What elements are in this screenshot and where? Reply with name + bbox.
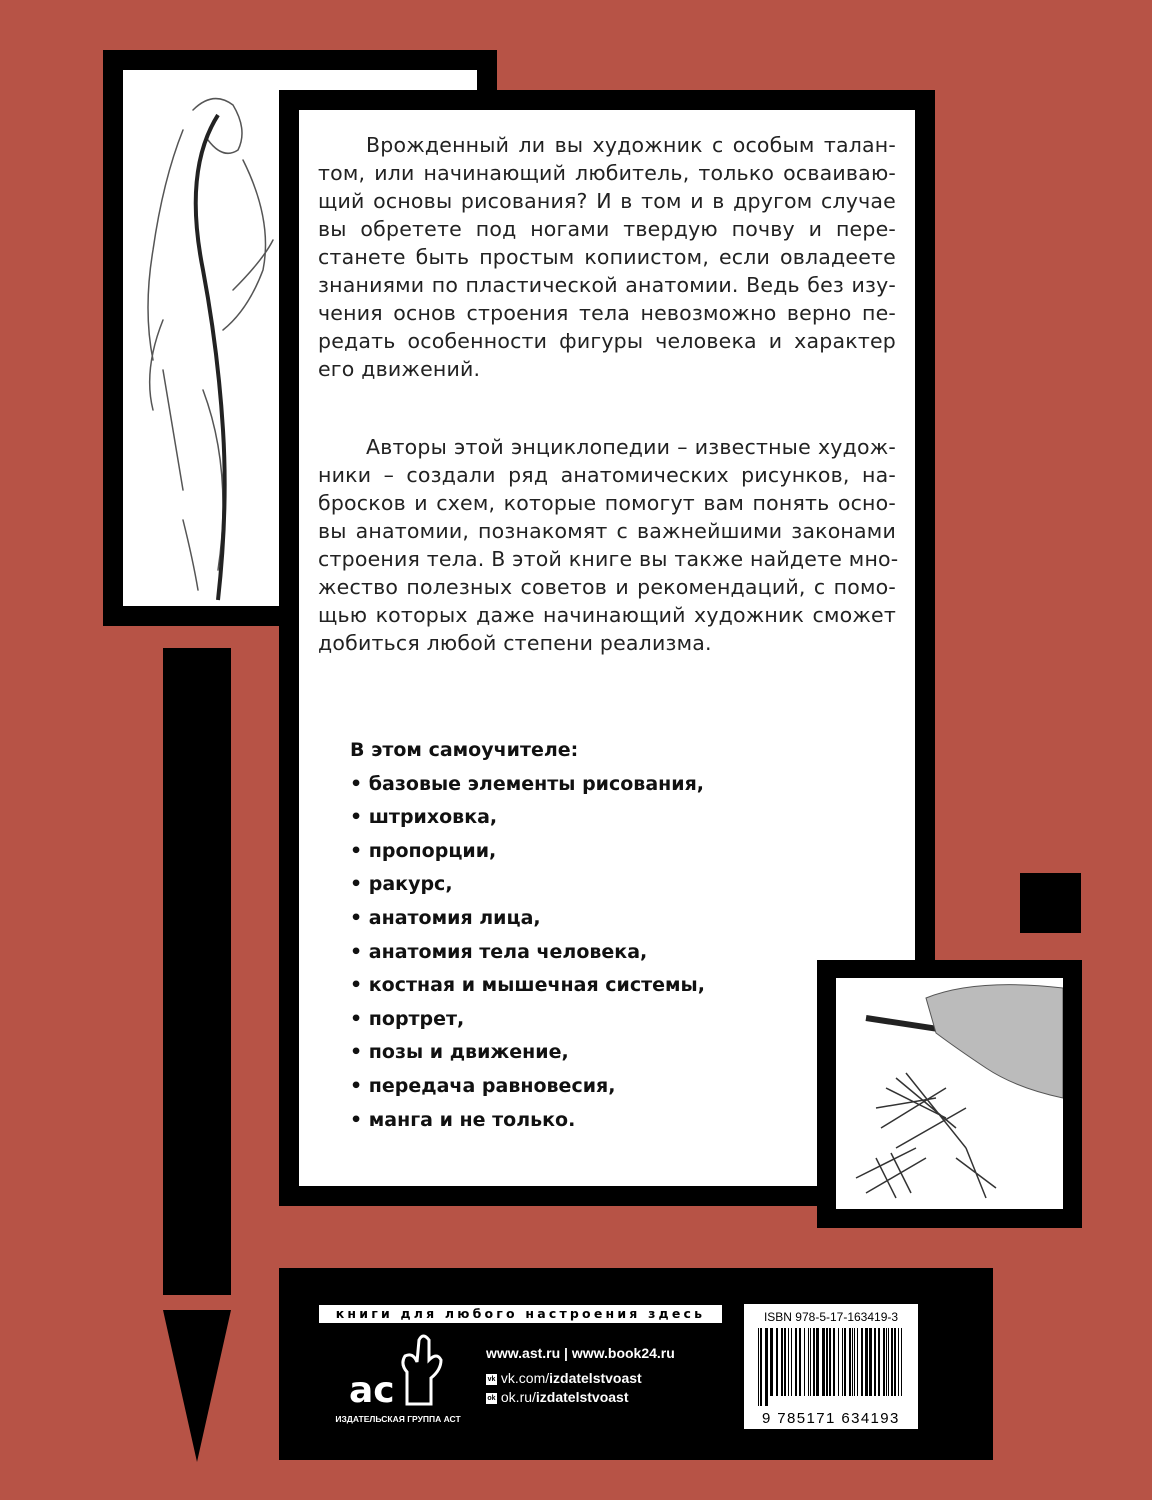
slogan-banner: книги для любого настроения здесь — [319, 1305, 722, 1323]
ok-icon: ok — [487, 1394, 496, 1402]
text-line: жество полезных советов и рекомендаций, с помо- — [318, 575, 896, 599]
list-item: • манга и не только. — [350, 1108, 576, 1131]
barcode-bar — [760, 1328, 762, 1406]
text-line: Врожденный ли вы художник с особым талан- — [366, 133, 896, 157]
list-item: • портрет, — [350, 1007, 465, 1030]
text-line: вы анатомии, познакомят с важнейшими законами — [318, 519, 896, 543]
hand-sketch — [836, 978, 1063, 1209]
vk-prefix: vk.com/ — [500, 1370, 550, 1386]
barcode-bar — [758, 1328, 759, 1406]
barcode-bar — [816, 1328, 819, 1396]
barcode-bar — [861, 1328, 863, 1396]
text-line: знаниями по пластической анатомии. Ведь без изу- — [318, 273, 896, 297]
barcode-bar — [874, 1328, 876, 1396]
text-line: добиться любой степени реализма. — [318, 631, 712, 655]
text-line: бросков и схем, которые помогут вам понять осно- — [318, 491, 896, 515]
text-line: строения тела. В этой книге вы также найдете мно- — [318, 547, 899, 571]
barcode-bar — [804, 1328, 805, 1396]
list-item: • анатомия лица, — [350, 906, 541, 929]
barcode-bar — [849, 1328, 851, 1396]
list-item: • передача равновесия, — [350, 1074, 616, 1097]
isbn-text: ISBN 978-5-17-163419-3 — [763, 1310, 899, 1324]
barcode-bar — [781, 1328, 783, 1396]
contents-list — [350, 736, 705, 1139]
text-line: щий основы рисования? И в том и в другом случае — [318, 189, 896, 213]
barcode-bar — [810, 1328, 811, 1396]
ok-prefix: ok.ru/ — [500, 1389, 536, 1405]
websites-link[interactable]: www.ast.ru | www.book24.ru — [486, 1345, 675, 1361]
barcode-bar — [891, 1328, 893, 1396]
list-item: • пропорции, — [350, 839, 497, 862]
ast-logo — [345, 1334, 445, 1409]
publisher-name: ИЗДАТЕЛЬСКАЯ ГРУППА АСТ — [335, 1414, 461, 1424]
barcode-bar — [894, 1328, 896, 1396]
barcode-bar — [869, 1328, 872, 1396]
pencil-body — [163, 648, 231, 1295]
barcode-bar — [901, 1328, 902, 1396]
barcode-bar — [784, 1328, 786, 1396]
vk-handle: izdatelstvoast — [549, 1370, 642, 1386]
barcode-bar — [822, 1328, 825, 1396]
pencil-tip — [163, 1310, 231, 1462]
barcode-bar — [857, 1328, 858, 1396]
barcode-bar — [898, 1328, 899, 1396]
list-item: • позы и движение, — [350, 1041, 569, 1064]
list-item: • базовые элементы рисования, — [350, 772, 704, 795]
barcode-bar — [833, 1328, 835, 1396]
barcode-bar — [865, 1328, 868, 1396]
barcode-bar — [808, 1328, 809, 1396]
barcode-bar — [838, 1328, 839, 1396]
barcode-bar — [765, 1328, 768, 1406]
text-line: щью которых даже начинающий художник сможет — [318, 603, 896, 627]
vk-icon: vk — [487, 1375, 496, 1383]
text-line: редать особенности фигуры человека и характер — [318, 329, 896, 353]
svg-text:ac: ac — [349, 1370, 395, 1409]
list-item: • анатомия тела человека, — [350, 940, 648, 963]
barcode-bar — [791, 1328, 792, 1396]
vk-link[interactable] — [486, 1370, 642, 1386]
barcode-bar — [826, 1328, 828, 1396]
list-item: • ракурс, — [350, 873, 453, 896]
barcode-bar — [829, 1328, 831, 1396]
text-line: чения основ строения тела невозможно верно пе- — [318, 301, 896, 325]
barcode-bar — [844, 1328, 846, 1396]
text-line: вы обретете под ногами твердую почву и пере- — [318, 217, 896, 241]
text-line: станете быть простым копиистом, если овладеете — [318, 245, 896, 269]
contents-heading: В этом самоучителе: — [350, 739, 579, 761]
barcode-bar — [799, 1328, 801, 1396]
decorative-square — [1020, 873, 1081, 933]
barcode-bar — [795, 1328, 797, 1396]
ok-handle: izdatelstvoast — [535, 1389, 629, 1405]
list-item: • штриховка, — [350, 806, 498, 829]
authors-paragraph — [318, 433, 899, 657]
text-line: ники – создали ряд анатомических рисунков, на- — [318, 463, 896, 487]
barcode-panel — [744, 1304, 918, 1429]
barcode-digits: 9 785171 634193 — [762, 1410, 900, 1427]
barcode-bar — [813, 1328, 815, 1396]
barcode-bar — [854, 1328, 855, 1396]
intro-paragraph — [318, 131, 896, 383]
barcode-bar — [888, 1328, 889, 1396]
hand-sketch-drawing — [836, 978, 1063, 1209]
barcode-bar — [852, 1328, 853, 1396]
text-line: том, или начинающий любитель, только осваиваю- — [318, 161, 896, 185]
barcode-bar — [878, 1328, 880, 1396]
barcode — [744, 1324, 918, 1406]
list-item: • костная и мышечная системы, — [350, 974, 705, 997]
barcode-bar — [842, 1328, 843, 1396]
ok-link[interactable] — [486, 1389, 629, 1405]
barcode-bar — [886, 1328, 887, 1396]
barcode-bar — [788, 1328, 789, 1396]
barcode-bar — [883, 1328, 885, 1396]
text-line: Авторы этой энциклопедии – известные худож- — [366, 435, 896, 459]
barcode-bar — [770, 1328, 773, 1396]
text-line: его движений. — [318, 357, 481, 381]
barcode-bar — [776, 1328, 778, 1396]
